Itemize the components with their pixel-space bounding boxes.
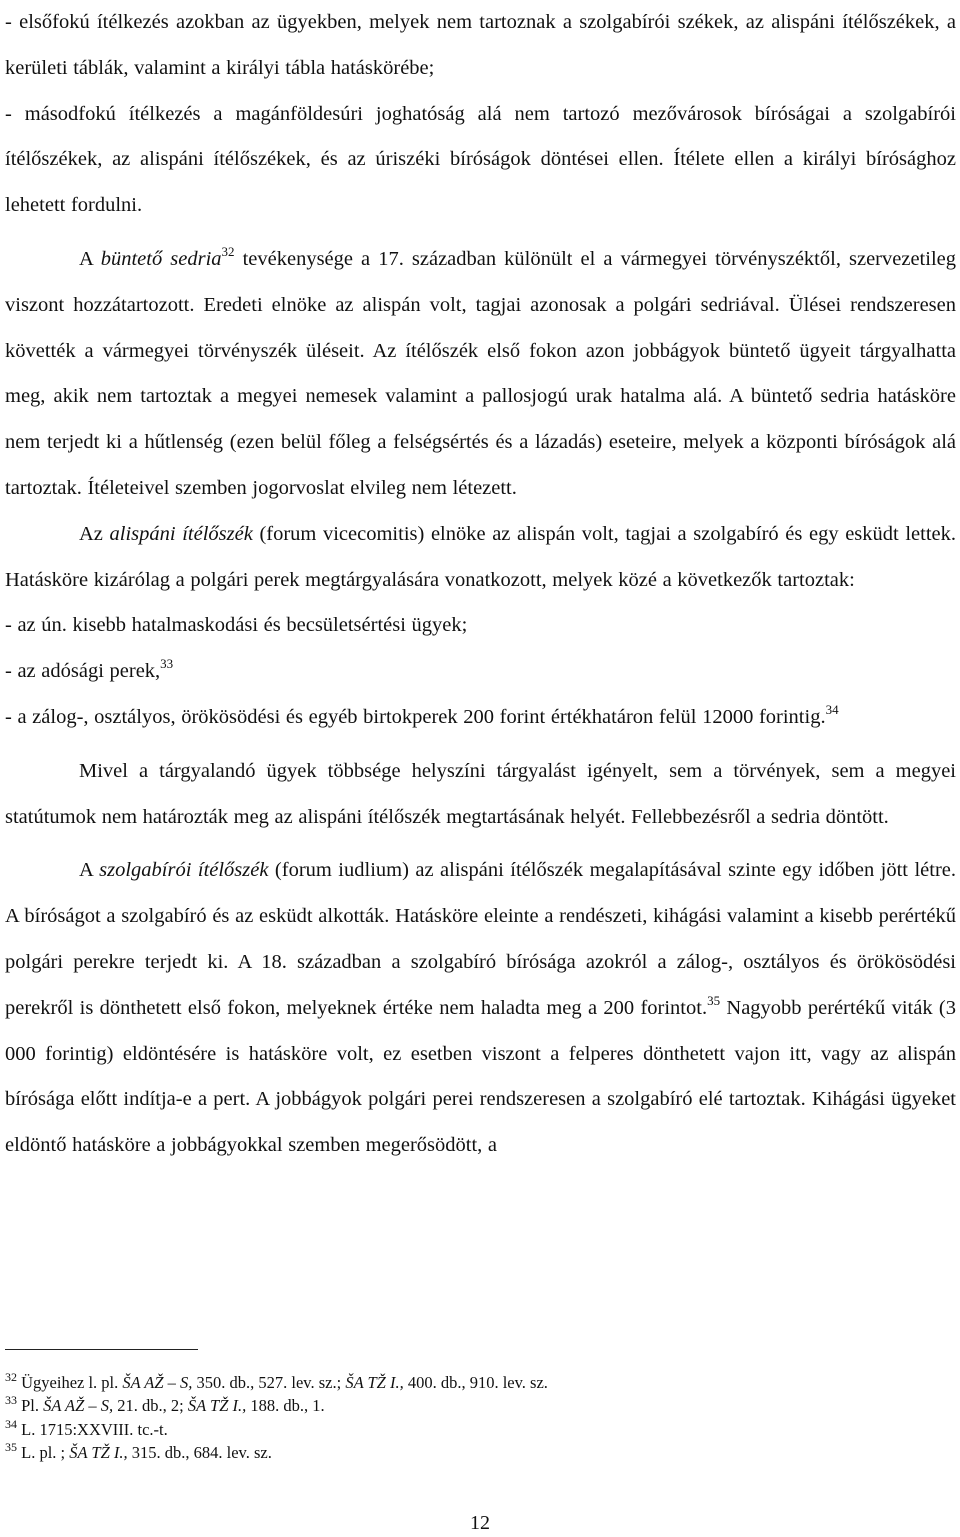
paragraph-venue: Mivel a tárgyalandó ügyek többsége helyszíni tárgyalást igényelt, sem a törvények, sem a megyei statútumok nem határozták meg az alispáni ítélőszék megtartásának helyét. Fellebbezésről a sedria döntött. xyxy=(5,759,956,828)
footnotes xyxy=(5,1371,945,1465)
paragraph-alispani-court: Az alispáni ítélőszék (forum vicecomitis) elnöke az alispán volt, tagjai a szolgabíró és egy esküdt lettek. Hatásköre kizárólag a polgári perek megtárgyalására vonatkozott, melyek közé a következők tartoztak: xyxy=(5,522,956,591)
term-criminal-sedria: büntető sedria xyxy=(100,247,222,270)
list-item-debt-cases: - az adósági perek,$^{33}$ xyxy=(5,656,174,683)
footnote-number: 32 xyxy=(5,1370,17,1384)
term-szolgabiro-court: szolgabírói ítélőszék xyxy=(99,859,269,882)
footnote-ref-34[interactable]: 34 xyxy=(825,701,839,717)
footnote-separator xyxy=(5,1349,198,1350)
footnote-number: 33 xyxy=(5,1393,17,1408)
term-alispani-court: alispáni ítélőszék xyxy=(109,522,253,545)
paragraph-szolgabiro-court: A szolgabírói ítélőszék (forum iudlium) az alispáni ítélőszék megalapításával szinte egy időben jött létre. A bíróságot a szolgabíró és az esküdt alkották. Hatásköre eleinte a rendészeti, kihágási valamint a kisebb perértékű polgári perekre terjedt ki. A 18. században a szolgabíró bírósága azokról a zálog-, osztályos és örökösödési perekről is dönthetett első fokon, melyeknek értéke nem haladta meg a 200 forintot.$^{35}$ Nagyobb perértékű viták (3 000 forintig) eldöntésére is hatásköre volt, ez esetben viszont a felperes dönthetett vajon itt, vagy az alispán bírósága előtt indítja-e a pert. A jobbágyok polgári perei rendszeresen a szolgabíró elé tartoztak. Kihágási ügyeket eldöntő hatásköre a jobbágyokkal szemben megerősödött, a xyxy=(5,859,956,1157)
footnote-number: 34 xyxy=(5,1416,17,1431)
list-item-first-instance: - elsőfokú ítélkezés azokban az ügyekben, melyek nem tartoznak a szolgabírói székek, az alispáni ítélőszékek, a kerületi táblák, valamint a királyi tábla hatáskörébe; xyxy=(5,11,956,79)
list-item-estate-cases: - a zálog-, osztályos, örökösödési és egyéb birtokperek 200 forint értékhatáron felül 12000 forintig.$^{34}$ xyxy=(5,701,839,728)
page-number: 12 xyxy=(470,1512,490,1534)
list-item-minor-cases: - az ún. kisebb hatalmaskodási és becsületsértési ügyek; xyxy=(5,614,468,637)
footnote: $^{33}$ Pl. ŠA AŽ – S, 21. db., 2; ŠA TŽ I., 188. db., 1. xyxy=(5,1393,325,1416)
footnote-ref-35[interactable]: 35 xyxy=(707,992,721,1008)
body-text xyxy=(5,0,956,1169)
footnote-ref-33[interactable]: 33 xyxy=(160,656,174,672)
footnote-ref-32[interactable]: 32 xyxy=(221,243,235,259)
list-item-second-instance: - másodfokú ítélkezés a magánföldesúri joghatóság alá nem tartozó mezővárosok bíróságai a szolgabírói ítélőszékek, az alispáni ítélőszékek, és az úriszéki bíróságok döntései ellen. Ítélete ellen a királyi bírósághoz lehetett fordulni. xyxy=(5,102,956,217)
footnote: $^{32}$ Ügyeihez l. pl. ŠA AŽ – S, 350. db., 527. lev. sz.; ŠA TŽ I., 400. db., 910. lev. sz. xyxy=(5,1370,548,1392)
footnote-number: 35 xyxy=(5,1440,17,1455)
footnote: $^{34}$ L. 1715:XXVIII. tc.-t. xyxy=(5,1416,168,1439)
paragraph-criminal-sedria: A büntető sedria$^{32}$ tevékenysége a 17. században különült el a vármegyei törvényszéktől, szervezetileg viszont hozzátartozott. Eredeti elnöke az alispán volt, tagjai azonosak a polgári sedriával. Ülései rendszeresen követték a vármegyei törvényszék üléseit. Az ítélőszék első fokon azon jobbágyok büntető ügyeit tárgyalhatta meg, akik nem tartoztak a megyei nemesek valamint a pallosjogú urak hatalma alá. A büntető sedria hatásköre nem terjedt ki a hűtlenség (ezen belül főleg a felségsértés és a lázadás) eseteire, melyek a központi bíróságok alá tartoztak. Ítéleteivel szemben jogorvoslat elvileg nem létezett. xyxy=(5,243,956,499)
footnote: $^{35}$ L. pl. ; ŠA TŽ I., 315. db., 684. lev. sz. xyxy=(5,1440,272,1463)
